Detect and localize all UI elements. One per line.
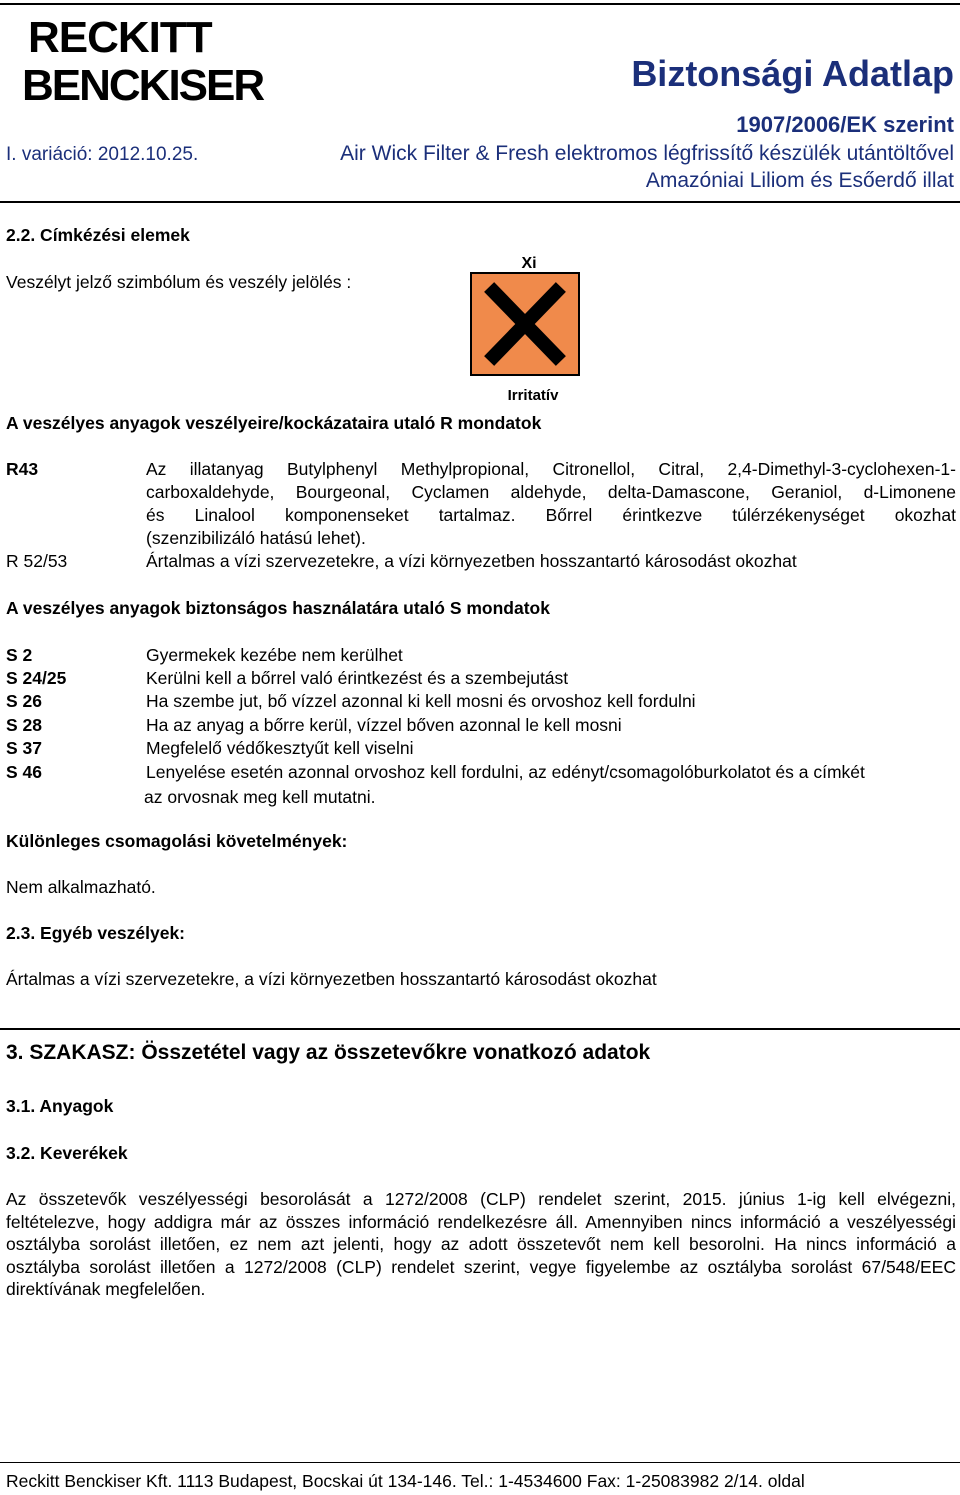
footer-text: Reckitt Benckiser Kft. 1113 Budapest, Bocskai út 134-146. Tel.: 1-4534600 Fax: 1-25083982 2/14. oldal — [6, 1471, 805, 1491]
packaging-text: Nem alkalmazható. — [6, 877, 156, 897]
s-phrase-text: Ha az anyag a bőrre kerül, vízzel bőven azonnal le kell mosni — [146, 715, 622, 735]
r-phrases-heading: A veszélyes anyagok veszélyeire/kockázataira utaló R mondatok — [6, 413, 542, 433]
s-phrase-code: S 37 — [6, 738, 42, 758]
product-name-line1: Air Wick Filter & Fresh elektromos légfrissítő készülék utántöltővel — [340, 142, 954, 165]
s-phrase-text: Gyermekek kezébe nem kerülhet — [146, 645, 403, 665]
logo-line2: BENCKISER — [22, 61, 264, 106]
r-phrase-text-line: és Linalool komponenseket tartalmaz. Bőrrel érintkezve túlérzékenységet okozhat — [146, 505, 956, 525]
irritant-x-icon — [470, 272, 580, 376]
packaging-heading: Különleges csomagolási követelmények: — [6, 831, 348, 851]
r-phrase-code: R 52/53 — [6, 551, 68, 571]
symbol-code: Xi — [521, 255, 537, 272]
s-phrase-code: S 26 — [6, 691, 42, 711]
header-rule — [0, 201, 960, 203]
symbol-caption: Irritatív — [507, 387, 559, 404]
r-phrase-text-line: carboxaldehyde, Bourgeonal, Cyclamen aldehyde, delta-Damascone, Geraniol, d-Limonene — [146, 482, 956, 502]
s-phrase-text-continued: az orvosnak meg kell mutatni. — [144, 787, 376, 807]
footer-rule — [0, 1462, 960, 1463]
section3-sub-mixtures: 3.2. Keverékek — [6, 1143, 128, 1163]
s-phrase-code: S 28 — [6, 715, 42, 735]
s-phrase-code: S 24/25 — [6, 668, 67, 688]
document-title: Biztonsági Adatlap — [631, 53, 954, 94]
product-name-line2: Amazóniai Liliom és Esőerdő illat — [645, 169, 954, 192]
logo-line1: RECKITT — [28, 13, 212, 62]
s-phrases-heading: A veszélyes anyagok biztonságos használatára utaló S mondatok — [6, 598, 550, 618]
section-rule — [0, 1028, 960, 1030]
regulation: 1907/2006/EK szerint — [736, 112, 954, 137]
mixtures-paragraph: Az összetevők veszélyességi besorolását a 1272/2008 (CLP) rendelet szerint, 2015. június 1-ig kell elvégezni, feltételezve, hogy addigra már az összes információ rendelkezésre áll. Amennyiben nincs információ a veszélyességi osztályba sorolást illetően, ez nem azt jelenti, hogy az adott összetevőt nem kell besorolni. Ha nincs információ a osztályba sorolást illetően a 1272/2008 (CLP) rendelet szerint, vegye figyelembe az osztályba sorolást 67/548/EEC direktívának megfelelően. — [6, 1189, 956, 1299]
section3-heading: 3. SZAKASZ: Összetétel vagy az összetevőkre vonatkozó adatok — [6, 1041, 651, 1064]
s-phrase-text: Lenyelése esetén azonnal orvoshoz kell fordulni, az edényt/csomagolóburkolatot és a címkét — [146, 762, 865, 782]
r-phrase-text-line: Az illatanyag Butylphenyl Methylpropional, Citronellol, Citral, 2,4-Dimethyl-3-cyclohexen-1- — [146, 459, 956, 479]
s-phrase-code: S 2 — [6, 645, 33, 665]
variant-date: I. variáció: 2012.10.25. — [6, 144, 199, 165]
other-hazards-heading: 2.3. Egyéb veszélyek: — [6, 923, 185, 943]
section3-sub-substances: 3.1. Anyagok — [6, 1096, 114, 1116]
s-phrase-text: Megfelelő védőkesztyűt kell viselni — [146, 738, 414, 758]
s-phrase-text: Kerülni kell a bőrrel való érintkezést és a szembejutást — [146, 668, 569, 688]
symbol-label: Veszélyt jelző szimbólum és veszély jelölés : — [6, 272, 352, 292]
r-phrase-code: R43 — [6, 459, 39, 479]
s-phrase-text: Ha szembe jut, bő vízzel azonnal ki kell mosni és orvoshoz kell fordulni — [146, 691, 696, 711]
r-phrase-text-line: (szenzibilizáló hatású lehet). — [146, 528, 366, 548]
r-phrase-text-line: Ártalmas a vízi szervezetekre, a vízi környezetben hosszantartó károsodást okozhat — [146, 551, 797, 571]
other-hazards-text: Ártalmas a vízi szervezetekre, a vízi környezetben hosszantartó károsodást okozhat — [6, 969, 657, 989]
top-rule — [0, 3, 960, 5]
s-phrase-code: S 46 — [6, 762, 42, 782]
reckitt-benckiser-logo — [22, 10, 292, 106]
section-heading-labelling: 2.2. Címkézési elemek — [6, 225, 190, 245]
